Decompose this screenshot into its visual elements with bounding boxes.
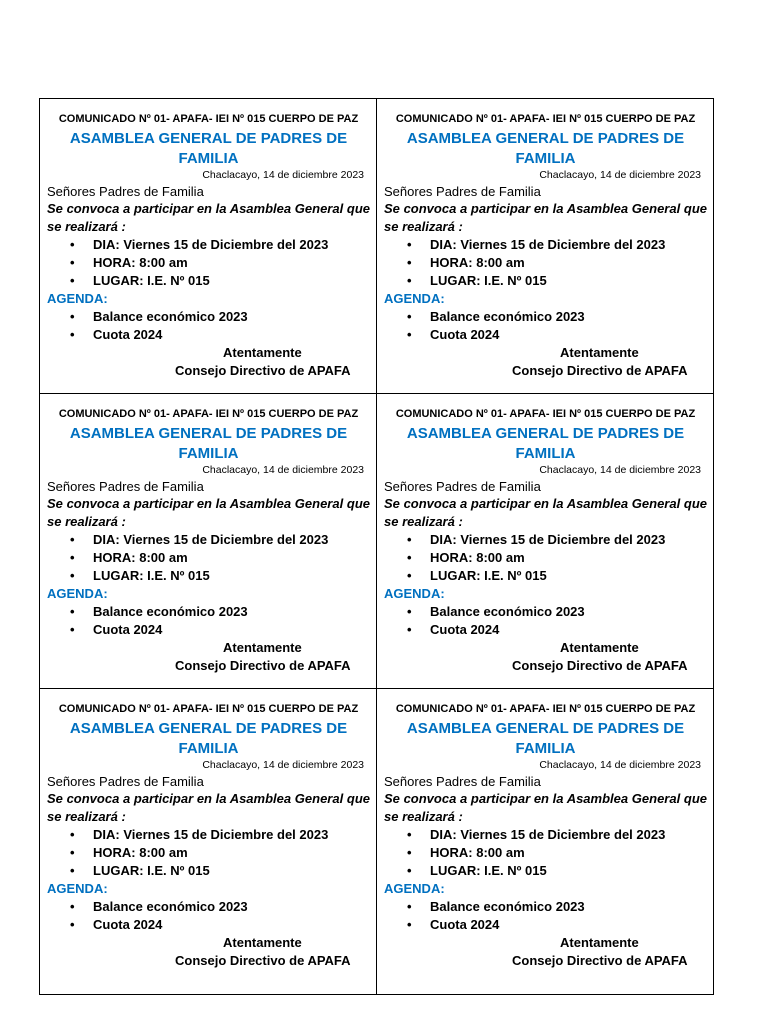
detail-text: LUGAR: I.E. Nº 015 — [93, 568, 210, 583]
agenda-list — [47, 603, 370, 639]
bullet-icon: • — [70, 327, 75, 342]
bullet-icon: • — [70, 899, 75, 914]
agenda-item — [47, 603, 370, 621]
flyer-sheet — [39, 98, 714, 995]
greeting: Señores Padres de Familia — [384, 774, 541, 789]
agenda-list — [384, 898, 707, 934]
bullet-icon: • — [70, 532, 75, 547]
agenda-item — [47, 326, 370, 344]
agenda-item-text: Cuota 2024 — [93, 327, 163, 342]
detail-place — [384, 567, 707, 585]
bullet-icon: • — [407, 863, 412, 878]
bullet-icon: • — [70, 863, 75, 878]
detail-time — [384, 844, 707, 862]
agenda-item — [47, 916, 370, 934]
detail-text: LUGAR: I.E. Nº 015 — [93, 273, 210, 288]
detail-text: LUGAR: I.E. Nº 015 — [430, 863, 547, 878]
notice-card — [377, 689, 713, 994]
detail-place — [47, 862, 370, 880]
notice-reference: COMUNICADO Nº 01- APAFA- IEI Nº 015 CUERPO DE PAZ — [58, 113, 359, 125]
bullet-icon: • — [407, 899, 412, 914]
detail-day — [47, 531, 370, 549]
agenda-item-text: Balance económico 2023 — [430, 309, 585, 324]
bullet-icon: • — [407, 845, 412, 860]
bullet-icon: • — [70, 309, 75, 324]
agenda-item — [47, 621, 370, 639]
detail-text: LUGAR: I.E. Nº 015 — [93, 863, 210, 878]
agenda-item — [384, 916, 707, 934]
notice-title: ASAMBLEA GENERAL DE PADRES DE FAMILIA — [406, 720, 685, 757]
bullet-icon: • — [70, 604, 75, 619]
agenda-heading: AGENDA: — [47, 586, 108, 601]
agenda-item-text: Cuota 2024 — [93, 917, 163, 932]
bullet-icon: • — [70, 827, 75, 842]
bullet-icon: • — [407, 827, 412, 842]
detail-text: HORA: 8:00 am — [430, 255, 525, 270]
notice-card — [40, 99, 377, 394]
agenda-item — [384, 621, 707, 639]
closing: Atentamente — [560, 345, 639, 360]
agenda-item — [384, 308, 707, 326]
bullet-icon: • — [70, 845, 75, 860]
bullet-icon: • — [407, 550, 412, 565]
agenda-item-text: Cuota 2024 — [430, 327, 500, 342]
bullet-icon: • — [407, 532, 412, 547]
agenda-heading: AGENDA: — [47, 881, 108, 896]
detail-time — [47, 549, 370, 567]
detail-day — [384, 531, 707, 549]
greeting: Señores Padres de Familia — [384, 184, 541, 199]
bullet-icon: • — [70, 550, 75, 565]
notice-reference: COMUNICADO Nº 01- APAFA- IEI Nº 015 CUERPO DE PAZ — [395, 703, 696, 715]
meeting-details-list — [384, 531, 707, 585]
bullet-icon: • — [407, 622, 412, 637]
notice-card — [377, 99, 713, 394]
detail-text: DIA: Viernes 15 de Diciembre del 2023 — [430, 827, 666, 842]
meeting-details-list — [47, 531, 370, 585]
detail-text: DIA: Viernes 15 de Diciembre del 2023 — [93, 532, 329, 547]
closing: Atentamente — [223, 935, 302, 950]
detail-place — [47, 567, 370, 585]
detail-time — [384, 549, 707, 567]
bullet-icon: • — [70, 273, 75, 288]
invitation-text: Se convoca a participar en la Asamblea General que se realizará : — [47, 496, 370, 529]
agenda-heading: AGENDA: — [384, 881, 445, 896]
agenda-item — [384, 898, 707, 916]
bullet-icon: • — [407, 917, 412, 932]
notice-card — [40, 394, 377, 689]
closing: Atentamente — [223, 345, 302, 360]
agenda-item — [384, 326, 707, 344]
signature: Consejo Directivo de APAFA — [175, 953, 351, 968]
detail-text: LUGAR: I.E. Nº 015 — [430, 568, 547, 583]
detail-text: DIA: Viernes 15 de Diciembre del 2023 — [430, 237, 666, 252]
bullet-icon: • — [70, 917, 75, 932]
detail-time — [47, 844, 370, 862]
notice-date: Chaclacayo, 14 de diciembre 2023 — [539, 759, 701, 771]
detail-text: HORA: 8:00 am — [93, 255, 188, 270]
invitation-text: Se convoca a participar en la Asamblea General que se realizará : — [384, 201, 707, 234]
detail-place — [384, 862, 707, 880]
detail-text: DIA: Viernes 15 de Diciembre del 2023 — [93, 237, 329, 252]
notice-reference: COMUNICADO Nº 01- APAFA- IEI Nº 015 CUERPO DE PAZ — [395, 113, 696, 125]
notice-date: Chaclacayo, 14 de diciembre 2023 — [202, 169, 364, 181]
agenda-item — [47, 898, 370, 916]
detail-text: HORA: 8:00 am — [93, 550, 188, 565]
notice-date: Chaclacayo, 14 de diciembre 2023 — [539, 169, 701, 181]
agenda-heading: AGENDA: — [47, 291, 108, 306]
notice-date: Chaclacayo, 14 de diciembre 2023 — [202, 464, 364, 476]
detail-text: HORA: 8:00 am — [93, 845, 188, 860]
detail-text: DIA: Viernes 15 de Diciembre del 2023 — [430, 532, 666, 547]
invitation-text: Se convoca a participar en la Asamblea General que se realizará : — [47, 791, 370, 824]
agenda-list — [384, 603, 707, 639]
agenda-list — [47, 898, 370, 934]
agenda-item-text: Cuota 2024 — [93, 622, 163, 637]
bullet-icon: • — [407, 255, 412, 270]
bullet-icon: • — [407, 309, 412, 324]
notice-card — [377, 394, 713, 689]
bullet-icon: • — [70, 622, 75, 637]
closing: Atentamente — [560, 640, 639, 655]
notice-date: Chaclacayo, 14 de diciembre 2023 — [539, 464, 701, 476]
detail-text: HORA: 8:00 am — [430, 845, 525, 860]
signature: Consejo Directivo de APAFA — [512, 953, 688, 968]
agenda-heading: AGENDA: — [384, 291, 445, 306]
closing: Atentamente — [223, 640, 302, 655]
notice-reference: COMUNICADO Nº 01- APAFA- IEI Nº 015 CUERPO DE PAZ — [395, 408, 696, 420]
notice-title: ASAMBLEA GENERAL DE PADRES DE FAMILIA — [406, 425, 685, 462]
bullet-icon: • — [407, 568, 412, 583]
meeting-details-list — [47, 826, 370, 880]
notice-reference: COMUNICADO Nº 01- APAFA- IEI Nº 015 CUERPO DE PAZ — [58, 703, 359, 715]
detail-day — [384, 826, 707, 844]
detail-place — [384, 272, 707, 290]
detail-text: HORA: 8:00 am — [430, 550, 525, 565]
agenda-heading: AGENDA: — [384, 586, 445, 601]
notice-reference: COMUNICADO Nº 01- APAFA- IEI Nº 015 CUERPO DE PAZ — [58, 408, 359, 420]
bullet-icon: • — [407, 327, 412, 342]
bullet-icon: • — [70, 237, 75, 252]
invitation-text: Se convoca a participar en la Asamblea General que se realizará : — [47, 201, 370, 234]
agenda-item — [384, 603, 707, 621]
notice-date: Chaclacayo, 14 de diciembre 2023 — [202, 759, 364, 771]
detail-text: DIA: Viernes 15 de Diciembre del 2023 — [93, 827, 329, 842]
bullet-icon: • — [407, 273, 412, 288]
greeting: Señores Padres de Familia — [47, 774, 204, 789]
bullet-icon: • — [70, 568, 75, 583]
detail-day — [47, 826, 370, 844]
agenda-item-text: Balance económico 2023 — [430, 604, 585, 619]
bullet-icon: • — [407, 604, 412, 619]
agenda-list — [47, 308, 370, 344]
notice-title: ASAMBLEA GENERAL DE PADRES DE FAMILIA — [406, 130, 685, 167]
signature: Consejo Directivo de APAFA — [512, 658, 688, 673]
agenda-item-text: Balance económico 2023 — [93, 604, 248, 619]
meeting-details-list — [384, 236, 707, 290]
invitation-text: Se convoca a participar en la Asamblea General que se realizará : — [384, 791, 707, 824]
greeting: Señores Padres de Familia — [47, 184, 204, 199]
agenda-item-text: Balance económico 2023 — [430, 899, 585, 914]
agenda-item-text: Balance económico 2023 — [93, 899, 248, 914]
meeting-details-list — [47, 236, 370, 290]
detail-place — [47, 272, 370, 290]
agenda-list — [384, 308, 707, 344]
greeting: Señores Padres de Familia — [384, 479, 541, 494]
signature: Consejo Directivo de APAFA — [512, 363, 688, 378]
agenda-item-text: Cuota 2024 — [430, 622, 500, 637]
invitation-text: Se convoca a participar en la Asamblea General que se realizará : — [384, 496, 707, 529]
notice-title: ASAMBLEA GENERAL DE PADRES DE FAMILIA — [69, 130, 348, 167]
notice-title: ASAMBLEA GENERAL DE PADRES DE FAMILIA — [69, 425, 348, 462]
detail-time — [47, 254, 370, 272]
closing: Atentamente — [560, 935, 639, 950]
detail-time — [384, 254, 707, 272]
agenda-item — [47, 308, 370, 326]
agenda-item-text: Cuota 2024 — [430, 917, 500, 932]
bullet-icon: • — [70, 255, 75, 270]
detail-day — [47, 236, 370, 254]
signature: Consejo Directivo de APAFA — [175, 363, 351, 378]
agenda-item-text: Balance económico 2023 — [93, 309, 248, 324]
bullet-icon: • — [407, 237, 412, 252]
signature: Consejo Directivo de APAFA — [175, 658, 351, 673]
detail-text: LUGAR: I.E. Nº 015 — [430, 273, 547, 288]
notice-card — [40, 689, 377, 994]
notice-title: ASAMBLEA GENERAL DE PADRES DE FAMILIA — [69, 720, 348, 757]
meeting-details-list — [384, 826, 707, 880]
greeting: Señores Padres de Familia — [47, 479, 204, 494]
detail-day — [384, 236, 707, 254]
